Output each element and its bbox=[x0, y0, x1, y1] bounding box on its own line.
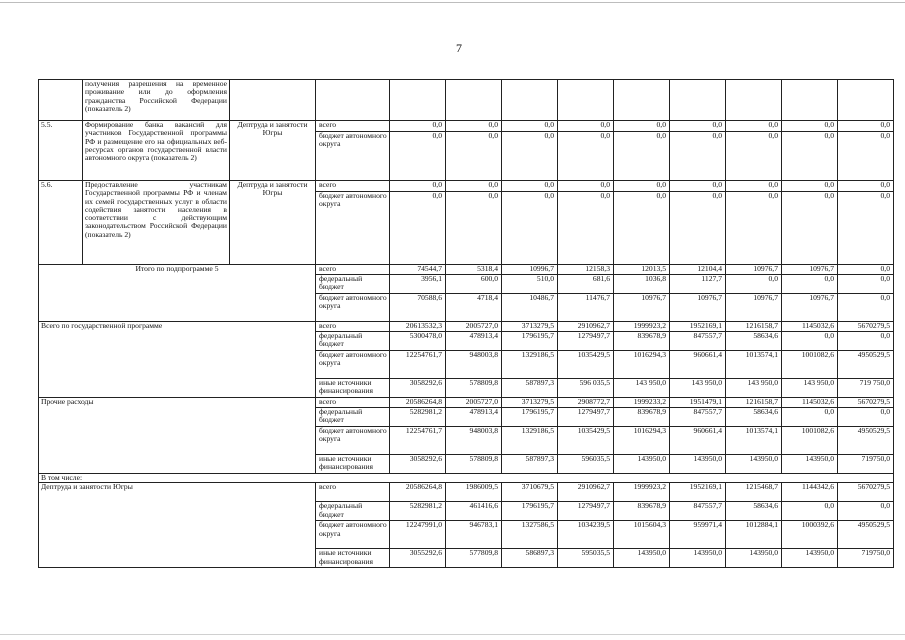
value-cell: 0,0 bbox=[614, 192, 670, 265]
value-cell: 1036,8 bbox=[614, 275, 670, 294]
num-cell: 5.6. bbox=[39, 181, 83, 265]
value-cell: 10976,7 bbox=[782, 265, 838, 275]
empty-cell bbox=[390, 80, 446, 121]
value-cell: 1216158,7 bbox=[726, 398, 782, 408]
value-cell: 58634,6 bbox=[726, 408, 782, 427]
source-label-cell: иные источники финансирования bbox=[316, 455, 390, 474]
source-label-cell: федеральный бюджет bbox=[316, 275, 390, 294]
value-cell: 4950529,5 bbox=[838, 521, 894, 549]
value-cell: 1279497,7 bbox=[558, 408, 614, 427]
value-cell: 0,0 bbox=[782, 408, 838, 427]
value-cell: 1127,7 bbox=[670, 275, 726, 294]
value-cell: 143950,0 bbox=[782, 455, 838, 474]
value-cell: 0,0 bbox=[390, 121, 446, 132]
value-cell: 143 950,0 bbox=[670, 379, 726, 398]
value-cell: 0,0 bbox=[502, 192, 558, 265]
value-cell: 1279497,7 bbox=[558, 332, 614, 351]
value-cell: 0,0 bbox=[782, 502, 838, 521]
value-cell: 0,0 bbox=[390, 132, 446, 181]
value-cell: 2005727,0 bbox=[446, 398, 502, 408]
value-cell: 10976,7 bbox=[670, 294, 726, 322]
value-cell: 1952169,1 bbox=[670, 483, 726, 502]
value-cell: 1000392,6 bbox=[782, 521, 838, 549]
value-cell: 143950,0 bbox=[782, 549, 838, 568]
value-cell: 12158,3 bbox=[558, 265, 614, 275]
value-cell: 0,0 bbox=[726, 132, 782, 181]
value-cell: 5670279,5 bbox=[838, 322, 894, 332]
value-cell: 143950,0 bbox=[670, 549, 726, 568]
value-cell: 10976,7 bbox=[614, 294, 670, 322]
value-cell: 20613532,3 bbox=[390, 322, 446, 332]
value-cell: 143 950,0 bbox=[782, 379, 838, 398]
source-label-cell: бюджет автономного округа bbox=[316, 521, 390, 549]
value-cell: 960661,4 bbox=[670, 351, 726, 379]
value-cell: 5300478,0 bbox=[390, 332, 446, 351]
source-label-cell: всего bbox=[316, 322, 390, 332]
including-label: В том числе: bbox=[39, 474, 894, 483]
table-row bbox=[39, 483, 894, 502]
value-cell: 578809,8 bbox=[446, 455, 502, 474]
value-cell: 2908772,7 bbox=[558, 398, 614, 408]
value-cell: 1035429,5 bbox=[558, 351, 614, 379]
value-cell: 839678,9 bbox=[614, 408, 670, 427]
table-row bbox=[39, 121, 894, 132]
table-row bbox=[39, 265, 894, 275]
value-cell: 0,0 bbox=[614, 121, 670, 132]
value-cell: 5670279,5 bbox=[838, 398, 894, 408]
value-cell: 681,6 bbox=[558, 275, 614, 294]
value-cell: 1329186,5 bbox=[502, 427, 558, 455]
value-cell: 3956,1 bbox=[390, 275, 446, 294]
value-cell: 0,0 bbox=[446, 132, 502, 181]
source-label-cell: федеральный бюджет bbox=[316, 408, 390, 427]
value-cell: 959971,4 bbox=[670, 521, 726, 549]
value-cell: 143950,0 bbox=[670, 455, 726, 474]
value-cell: 0,0 bbox=[838, 408, 894, 427]
value-cell: 0,0 bbox=[390, 192, 446, 265]
source-label-cell: иные источники финансирования bbox=[316, 379, 390, 398]
value-cell: 0,0 bbox=[782, 181, 838, 192]
value-cell: 960661,4 bbox=[670, 427, 726, 455]
empty-cell bbox=[316, 80, 390, 121]
value-cell: 5282981,2 bbox=[390, 408, 446, 427]
table-row bbox=[39, 322, 894, 332]
value-cell: 143950,0 bbox=[726, 549, 782, 568]
value-cell: 12247991,0 bbox=[390, 521, 446, 549]
source-label-cell: всего bbox=[316, 398, 390, 408]
num-cell: 5.5. bbox=[39, 121, 83, 181]
value-cell: 461416,6 bbox=[446, 502, 502, 521]
value-cell: 719750,0 bbox=[838, 549, 894, 568]
value-cell: 0,0 bbox=[670, 181, 726, 192]
measure-name-cell: Предоставление участникам Государственной программы РФ и членам их семей государственных услуг в области содействия занятости населения в соответствии с действующим законодательством Российской Федерации (показатель 2) bbox=[83, 181, 230, 265]
source-label-cell: всего bbox=[316, 483, 390, 502]
value-cell: 0,0 bbox=[726, 275, 782, 294]
value-cell: 58634,6 bbox=[726, 502, 782, 521]
measure-name-cell: получения разрешения на временное проживание или до оформления гражданства Российской Федерации (показатель 2) bbox=[83, 80, 230, 121]
value-cell: 0,0 bbox=[782, 192, 838, 265]
value-cell: 5282981,2 bbox=[390, 502, 446, 521]
value-cell: 5318,4 bbox=[446, 265, 502, 275]
value-cell: 0,0 bbox=[838, 132, 894, 181]
other-expenses-label: Прочие расходы bbox=[39, 398, 316, 474]
value-cell: 847557,7 bbox=[670, 332, 726, 351]
source-label-cell: бюджет автономного округа bbox=[316, 294, 390, 322]
value-cell: 0,0 bbox=[726, 121, 782, 132]
value-cell: 478913,4 bbox=[446, 408, 502, 427]
value-cell: 58634,6 bbox=[726, 332, 782, 351]
value-cell: 2910962,7 bbox=[558, 322, 614, 332]
scan-top-edge bbox=[0, 2, 905, 3]
source-label-cell: бюджет автономного округа bbox=[316, 132, 390, 181]
num-cell bbox=[39, 80, 83, 121]
subprogram-total-label: Итого по подпрограмме 5 bbox=[39, 265, 316, 322]
value-cell: 3710679,5 bbox=[502, 483, 558, 502]
value-cell: 1016294,3 bbox=[614, 427, 670, 455]
value-cell: 948003,8 bbox=[446, 427, 502, 455]
value-cell: 847557,7 bbox=[670, 502, 726, 521]
value-cell: 10996,7 bbox=[502, 265, 558, 275]
source-label-cell: федеральный бюджет bbox=[316, 332, 390, 351]
value-cell: 143950,0 bbox=[614, 549, 670, 568]
value-cell: 0,0 bbox=[558, 132, 614, 181]
value-cell: 1216158,7 bbox=[726, 322, 782, 332]
value-cell: 1999923,2 bbox=[614, 483, 670, 502]
dept-total-label: Дептруда и занятости Югры bbox=[39, 483, 316, 568]
source-label-cell: бюджет автономного округа bbox=[316, 192, 390, 265]
value-cell: 74544,7 bbox=[390, 265, 446, 275]
value-cell: 587897,3 bbox=[502, 379, 558, 398]
source-label-cell: всего bbox=[316, 181, 390, 192]
value-cell: 0,0 bbox=[726, 192, 782, 265]
value-cell: 0,0 bbox=[838, 181, 894, 192]
value-cell: 1013574,1 bbox=[726, 351, 782, 379]
value-cell: 839678,9 bbox=[614, 332, 670, 351]
value-cell: 0,0 bbox=[558, 192, 614, 265]
value-cell: 0,0 bbox=[838, 121, 894, 132]
value-cell: 0,0 bbox=[838, 275, 894, 294]
value-cell: 3713279,5 bbox=[502, 398, 558, 408]
page-number: 7 bbox=[456, 41, 462, 55]
value-cell: 10976,7 bbox=[782, 294, 838, 322]
value-cell: 719750,0 bbox=[838, 455, 894, 474]
value-cell: 510,0 bbox=[502, 275, 558, 294]
value-cell: 1999923,2 bbox=[614, 322, 670, 332]
value-cell: 1012884,1 bbox=[726, 521, 782, 549]
source-label-cell: бюджет автономного округа bbox=[316, 427, 390, 455]
source-label-cell: бюджет автономного округа bbox=[316, 351, 390, 379]
value-cell: 1144342,6 bbox=[782, 483, 838, 502]
value-cell: 0,0 bbox=[782, 275, 838, 294]
empty-cell bbox=[838, 80, 894, 121]
value-cell: 1145032,6 bbox=[782, 322, 838, 332]
value-cell: 1215468,7 bbox=[726, 483, 782, 502]
table-row bbox=[39, 181, 894, 192]
empty-cell bbox=[230, 80, 316, 121]
value-cell: 478913,4 bbox=[446, 332, 502, 351]
value-cell: 0,0 bbox=[670, 132, 726, 181]
value-cell: 0,0 bbox=[446, 192, 502, 265]
value-cell: 596 035,5 bbox=[558, 379, 614, 398]
value-cell: 2910962,7 bbox=[558, 483, 614, 502]
source-label-cell: всего bbox=[316, 121, 390, 132]
value-cell: 143950,0 bbox=[726, 455, 782, 474]
executor-cell: Дептруда и занятости Югры bbox=[230, 121, 316, 181]
value-cell: 600,0 bbox=[446, 275, 502, 294]
value-cell: 0,0 bbox=[558, 121, 614, 132]
value-cell: 1951479,1 bbox=[670, 398, 726, 408]
value-cell: 1015604,3 bbox=[614, 521, 670, 549]
value-cell: 948003,8 bbox=[446, 351, 502, 379]
value-cell: 1796195,7 bbox=[502, 408, 558, 427]
executor-cell: Дептруда и занятости Югры bbox=[230, 181, 316, 265]
value-cell: 839678,9 bbox=[614, 502, 670, 521]
value-cell: 4718,4 bbox=[446, 294, 502, 322]
value-cell: 577809,8 bbox=[446, 549, 502, 568]
value-cell: 5670279,5 bbox=[838, 483, 894, 502]
value-cell: 0,0 bbox=[502, 132, 558, 181]
value-cell: 143 950,0 bbox=[726, 379, 782, 398]
value-cell: 10976,7 bbox=[726, 294, 782, 322]
value-cell: 3058292,6 bbox=[390, 455, 446, 474]
value-cell: 0,0 bbox=[782, 132, 838, 181]
value-cell: 3055292,6 bbox=[390, 549, 446, 568]
scan-bottom-edge bbox=[0, 634, 905, 635]
value-cell: 1796195,7 bbox=[502, 502, 558, 521]
value-cell: 1013574,1 bbox=[726, 427, 782, 455]
value-cell: 20586264,8 bbox=[390, 398, 446, 408]
value-cell: 11476,7 bbox=[558, 294, 614, 322]
table-row bbox=[39, 398, 894, 408]
value-cell: 0,0 bbox=[670, 121, 726, 132]
empty-cell bbox=[502, 80, 558, 121]
value-cell: 587897,3 bbox=[502, 455, 558, 474]
value-cell: 847557,7 bbox=[670, 408, 726, 427]
value-cell: 3058292,6 bbox=[390, 379, 446, 398]
empty-cell bbox=[670, 80, 726, 121]
source-label-cell: федеральный бюджет bbox=[316, 502, 390, 521]
source-label-cell: иные источники финансирования bbox=[316, 549, 390, 568]
value-cell: 0,0 bbox=[838, 265, 894, 275]
value-cell: 0,0 bbox=[502, 121, 558, 132]
value-cell: 0,0 bbox=[614, 132, 670, 181]
value-cell: 0,0 bbox=[838, 502, 894, 521]
value-cell: 1279497,7 bbox=[558, 502, 614, 521]
value-cell: 578809,8 bbox=[446, 379, 502, 398]
value-cell: 12104,4 bbox=[670, 265, 726, 275]
measure-name-cell: Формирование банка вакансий для участников Государственной программы РФ и размещение его на официальных веб-ресурсах органов государственной власти автономного округа (показатель 2) bbox=[83, 121, 230, 181]
value-cell: 0,0 bbox=[446, 121, 502, 132]
value-cell: 1145032,6 bbox=[782, 398, 838, 408]
value-cell: 0,0 bbox=[726, 181, 782, 192]
value-cell: 4950529,5 bbox=[838, 351, 894, 379]
value-cell: 3713279,5 bbox=[502, 322, 558, 332]
value-cell: 0,0 bbox=[838, 294, 894, 322]
value-cell: 946783,1 bbox=[446, 521, 502, 549]
value-cell: 0,0 bbox=[558, 181, 614, 192]
table-row bbox=[39, 474, 894, 483]
value-cell: 12254761,7 bbox=[390, 351, 446, 379]
empty-cell bbox=[726, 80, 782, 121]
value-cell: 0,0 bbox=[670, 192, 726, 265]
value-cell: 2005727,0 bbox=[446, 322, 502, 332]
empty-cell bbox=[558, 80, 614, 121]
value-cell: 12254761,7 bbox=[390, 427, 446, 455]
value-cell: 1016294,3 bbox=[614, 351, 670, 379]
empty-cell bbox=[446, 80, 502, 121]
value-cell: 0,0 bbox=[614, 181, 670, 192]
value-cell: 1986009,5 bbox=[446, 483, 502, 502]
value-cell: 0,0 bbox=[390, 181, 446, 192]
value-cell: 20586264,8 bbox=[390, 483, 446, 502]
value-cell: 1035429,5 bbox=[558, 427, 614, 455]
empty-cell bbox=[614, 80, 670, 121]
value-cell: 1329186,5 bbox=[502, 351, 558, 379]
value-cell: 143950,0 bbox=[614, 455, 670, 474]
value-cell: 595035,5 bbox=[558, 549, 614, 568]
value-cell: 1952169,1 bbox=[670, 322, 726, 332]
source-label-cell: всего bbox=[316, 265, 390, 275]
value-cell: 0,0 bbox=[446, 181, 502, 192]
value-cell: 0,0 bbox=[782, 332, 838, 351]
value-cell: 719 750,0 bbox=[838, 379, 894, 398]
value-cell: 1999233,2 bbox=[614, 398, 670, 408]
value-cell: 0,0 bbox=[502, 181, 558, 192]
program-total-label: Всего по государственной программе bbox=[39, 322, 316, 398]
value-cell: 4950529,5 bbox=[838, 427, 894, 455]
value-cell: 0,0 bbox=[838, 192, 894, 265]
value-cell: 1034239,5 bbox=[558, 521, 614, 549]
financing-table bbox=[38, 79, 894, 568]
empty-cell bbox=[782, 80, 838, 121]
value-cell: 12013,5 bbox=[614, 265, 670, 275]
table-row bbox=[39, 80, 894, 121]
value-cell: 1001082,6 bbox=[782, 351, 838, 379]
value-cell: 1796195,7 bbox=[502, 332, 558, 351]
value-cell: 70588,6 bbox=[390, 294, 446, 322]
value-cell: 586897,3 bbox=[502, 549, 558, 568]
value-cell: 143 950,0 bbox=[614, 379, 670, 398]
table-body bbox=[39, 80, 894, 568]
value-cell: 1001082,6 bbox=[782, 427, 838, 455]
value-cell: 0,0 bbox=[782, 121, 838, 132]
value-cell: 1327586,5 bbox=[502, 521, 558, 549]
value-cell: 596035,5 bbox=[558, 455, 614, 474]
value-cell: 10976,7 bbox=[726, 265, 782, 275]
value-cell: 0,0 bbox=[838, 332, 894, 351]
value-cell: 10486,7 bbox=[502, 294, 558, 322]
